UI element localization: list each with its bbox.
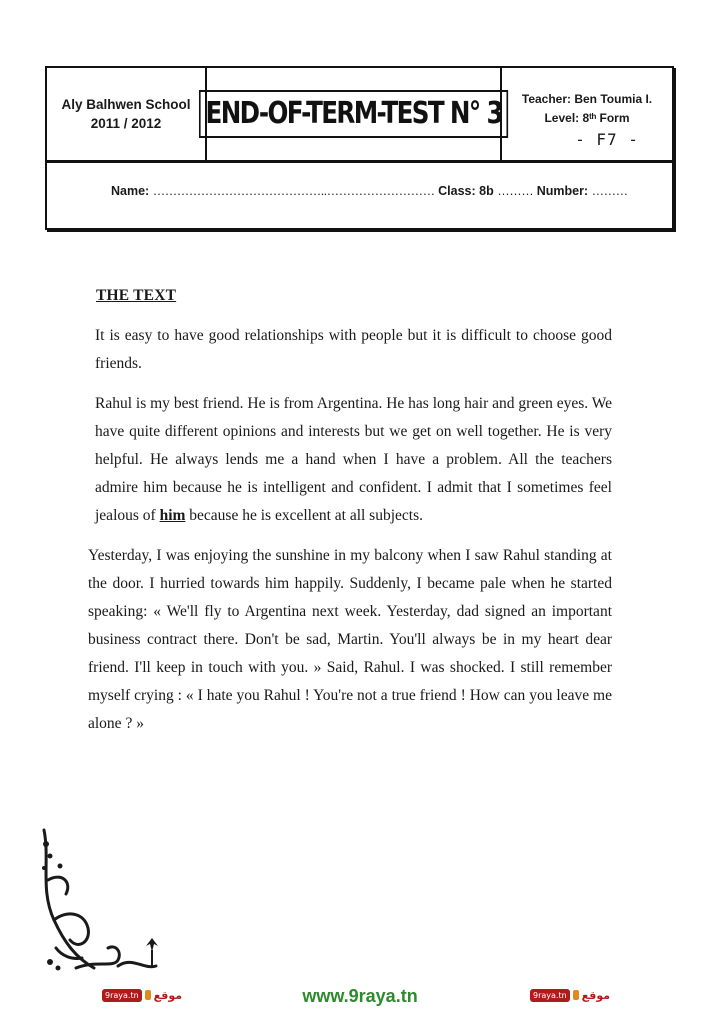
school-year: 2011 / 2012	[90, 116, 162, 131]
badge-arabic: موقع	[153, 988, 183, 1002]
class-field[interactable]: ………	[497, 184, 534, 198]
school-name: Aly Balhwen School	[61, 97, 191, 112]
test-title: END-OF-TERM-TEST N° 3	[199, 90, 509, 138]
section-title: THE TEXT	[96, 287, 177, 304]
badge-arabic: موقع	[581, 988, 611, 1002]
logo-mark-icon	[573, 990, 579, 1000]
underlined-word: him	[159, 507, 186, 524]
teacher-name: Teacher: Ben Toumia I.	[521, 92, 653, 106]
number-field[interactable]: ………	[591, 184, 628, 198]
name-label: Name:	[111, 184, 150, 198]
school-cell	[47, 68, 207, 160]
site-url[interactable]: www.9raya.tn	[302, 986, 418, 1006]
footer-badge-right[interactable]	[530, 988, 610, 1002]
paragraph-1: It is easy to have good relationships with people but it is difficult to choose good friends.	[95, 327, 612, 372]
paragraph-2-end: because he is excellent at all subjects.	[185, 507, 423, 524]
title-cell	[207, 68, 502, 160]
level: Level: 8ᵗʰ Form	[544, 111, 630, 125]
reading-text	[88, 282, 612, 750]
badge-tag: 9raya.tn	[530, 989, 570, 1002]
class-label: Class: 8b	[438, 184, 494, 198]
name-field[interactable]: ……………………………………..………………………	[152, 184, 435, 198]
student-info-row	[47, 163, 672, 225]
number-label: Number:	[536, 184, 589, 198]
header-box	[45, 66, 674, 230]
handwritten-code: - F7 -	[575, 130, 639, 149]
paragraph-3: Yesterday, I was enjoying the sunshine in my balcony when I saw Rahul standing at the door. I hurried towards him happily. Suddenly, I became pale when he started speaking: « We'll fly to Argentina next week. Yesterday, dad signed an important business contract there. Don't be sad, Martin. You'll always be in my heart dear friend. I'll keep in touch with you. » Said, Rahul. I was shocked. I still remember myself crying : « I hate you Rahul ! You're not a true friend ! How can you leave me alone ? »	[88, 547, 612, 732]
header-top-row	[47, 68, 672, 163]
floral-ornament-icon	[36, 820, 176, 980]
paragraph-2	[88, 390, 612, 530]
paragraph-2-start: Rahul is my best friend. He is from Argentina. He has long hair and green eyes. We have quite different opinions and interests but we get on well together. He is very helpful. He always lends me a hand when I have a problem. All the teachers admire him because he is intelligent and confident. I admit that I sometimes feel jealous of	[95, 395, 612, 524]
teacher-cell	[502, 68, 672, 160]
badge-tag: 9raya.tn	[102, 989, 142, 1002]
footer	[0, 984, 720, 1010]
